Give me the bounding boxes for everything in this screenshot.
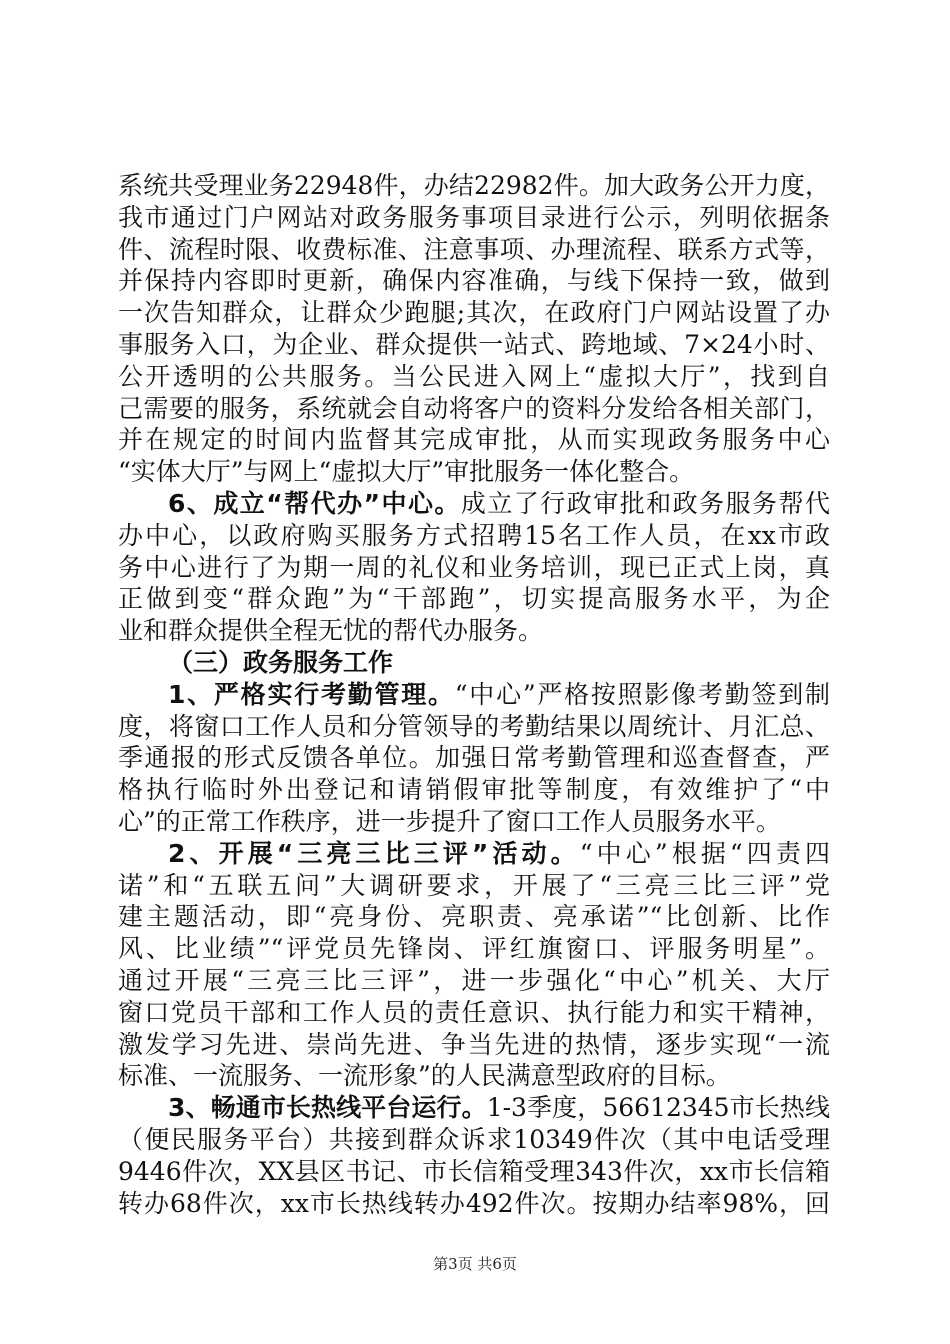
text-line: 己需要的服务，系统就会自动将客户的资料分发给各相关部门，	[118, 393, 830, 423]
text-line: 格执行临时外出登记和请销假审批等制度，有效维护了“中	[118, 775, 830, 805]
text-line: “实体大厅”与网上“虚拟大厅”审批服务一体化整合。	[118, 457, 695, 487]
page-footer	[0, 1254, 950, 1274]
text-run: “中心”严格按照影像考勤签到制	[454, 679, 830, 709]
text-line: 建主题活动，即“亮身份、亮职责、亮承诺”“比创新、比作	[118, 902, 830, 932]
text-line	[118, 679, 830, 711]
paragraph-heading: 1、严格实行考勤管理。	[168, 679, 455, 709]
text-line	[118, 838, 830, 870]
text-line: 激发学习先进、崇尚先进、争当先进的热情，逐步实现“一流	[118, 1029, 830, 1059]
text-line: 并保持内容即时更新，确保内容准确，与线下保持一致，做到	[118, 266, 830, 296]
section-title: （三）政务服务工作	[168, 647, 394, 677]
text-line	[118, 488, 830, 520]
text-line: 业和群众提供全程无忧的帮代办服务。	[118, 616, 544, 646]
paragraph-hotline	[118, 1092, 830, 1219]
text-line: 转办68件次，xx市长热线转办492件次。按期办结率98%，回	[118, 1188, 830, 1218]
text-run: “中心”根据“四责四	[579, 838, 831, 868]
paragraph-campaign	[118, 838, 830, 1092]
text-line: 办中心，以政府购买服务方式招聘15名工作人员，在xx市政	[118, 520, 830, 550]
text-line: 事服务入口，为企业、群众提供一站式、跨地域、7×24小时、	[118, 329, 830, 359]
text-run: 1-3季度，56612345市长热线	[486, 1093, 830, 1123]
text-line: 诺”和“五联五问”大调研要求，开展了“三亮三比三评”党	[118, 870, 830, 900]
text-line: 9446件次，XX县区书记、市长信箱受理343件次，xx市长信箱	[118, 1156, 830, 1186]
text-line: 并在规定的时间内监督其完成审批，从而实现政务服务中心	[118, 425, 830, 455]
paragraph-heading: 2、开展“三亮三比三评”活动。	[168, 838, 580, 868]
text-line: （便民服务平台）共接到群众诉求10349件次（其中电话受理	[118, 1124, 830, 1154]
text-line: 我市通过门户网站对政务服务事项目录进行公示，列明依据条	[118, 202, 830, 232]
text-run: 成立了行政审批和政务服务帮代	[460, 488, 830, 518]
text-line: 公开透明的公共服务。当公民进入网上“虚拟大厅”，找到自	[118, 361, 830, 391]
text-line	[118, 1092, 830, 1124]
text-line: 通过开展“三亮三比三评”，进一步强化“中心”机关、大厅	[118, 965, 830, 995]
text-line: 季通报的形式反馈各单位。加强日常考勤管理和巡查督查，严	[118, 743, 830, 773]
page-number-label: 第3页 共6页	[433, 1255, 517, 1273]
text-line: 标准、一流服务、一流形象”的人民满意型政府的目标。	[118, 1061, 731, 1091]
document-body	[118, 170, 830, 1219]
text-line: 一次告知群众，让群众少跑腿;其次，在政府门户网站设置了办	[118, 298, 830, 328]
text-line: 风、比业绩”“评党员先锋岗、评红旗窗口、评服务明星”。	[118, 934, 830, 964]
text-line: 系统共受理业务22948件，办结22982件。加大政务公开力度，	[118, 171, 830, 200]
paragraph-attendance	[118, 679, 830, 838]
text-line: 窗口党员干部和工作人员的责任意识、执行能力和实干精神，	[118, 997, 830, 1027]
text-line: 心”的正常工作秩序，进一步提升了窗口工作人员服务水平。	[118, 806, 781, 836]
text-line: 务中心进行了为期一周的礼仪和业务培训，现已正式上岗，真	[118, 552, 830, 582]
text-line: 件、流程时限、收费标准、注意事项、办理流程、联系方式等，	[118, 234, 830, 264]
paragraph-help-center	[118, 488, 830, 647]
paragraph-continuation	[118, 170, 830, 488]
text-line: 度，将窗口工作人员和分管领导的考勤结果以周统计、月汇总、	[118, 711, 830, 741]
text-line: 正做到变“群众跑”为“干部跑”，切实提高服务水平，为企	[118, 584, 830, 614]
paragraph-heading: 3、畅通市长热线平台运行。	[168, 1093, 487, 1123]
paragraph-heading: 6、成立“帮代办”中心。	[168, 488, 461, 518]
